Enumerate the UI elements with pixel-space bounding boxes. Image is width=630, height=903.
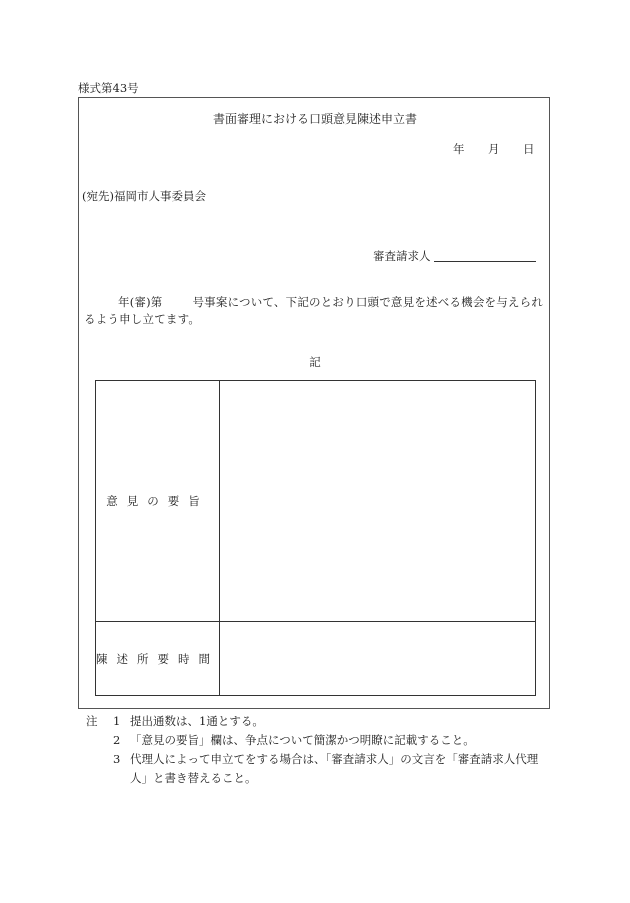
case-year-label: 年(審)第 <box>118 295 163 309</box>
date-month: 月 <box>488 142 500 156</box>
note-text: 「意見の要旨」欄は、争点について簡潔かつ明瞭に記載すること。 <box>130 733 475 747</box>
ki-heading: 記 <box>309 355 321 369</box>
notes <box>86 712 556 788</box>
note-text: 代理人によって申立てをする場合は、「審査請求人」の文言を「審査請求人代理人」と書き替えること。 <box>130 752 539 785</box>
note-item <box>86 731 556 750</box>
addressee: (宛先)福岡市人事委員会 <box>82 189 206 203</box>
notes-lead: 注 <box>86 714 98 728</box>
note-number: 2 <box>113 733 121 747</box>
opinion-summary-label: 意見の要旨 <box>96 381 220 622</box>
note-item <box>86 750 556 788</box>
note-number: 3 <box>113 752 121 766</box>
opinion-table <box>95 380 536 696</box>
page-title: 書面審理における口頭意見陳述申立書 <box>212 112 417 126</box>
requester-label: 審査請求人 <box>373 249 431 263</box>
statement-time-field[interactable] <box>220 622 536 696</box>
opinion-summary-field[interactable] <box>220 381 536 622</box>
statement-text: 号事案について、下記のとおり口頭で意見を述べる機会を与えられるよう申し立てます。 <box>84 295 544 326</box>
note-text: 提出通数は、1通とする。 <box>130 714 264 728</box>
opinion-summary-row <box>96 381 536 622</box>
form-number: 様式第43号 <box>78 81 139 95</box>
statement-time-row <box>96 622 536 696</box>
date-day: 日 <box>523 142 535 156</box>
statement-time-label: 陳述所要時間 <box>96 622 220 696</box>
requester-signature-line[interactable] <box>434 261 536 262</box>
date-year: 年 <box>453 142 465 156</box>
application-statement <box>84 294 549 328</box>
note-number: 1 <box>113 714 121 728</box>
note-item <box>86 712 556 731</box>
